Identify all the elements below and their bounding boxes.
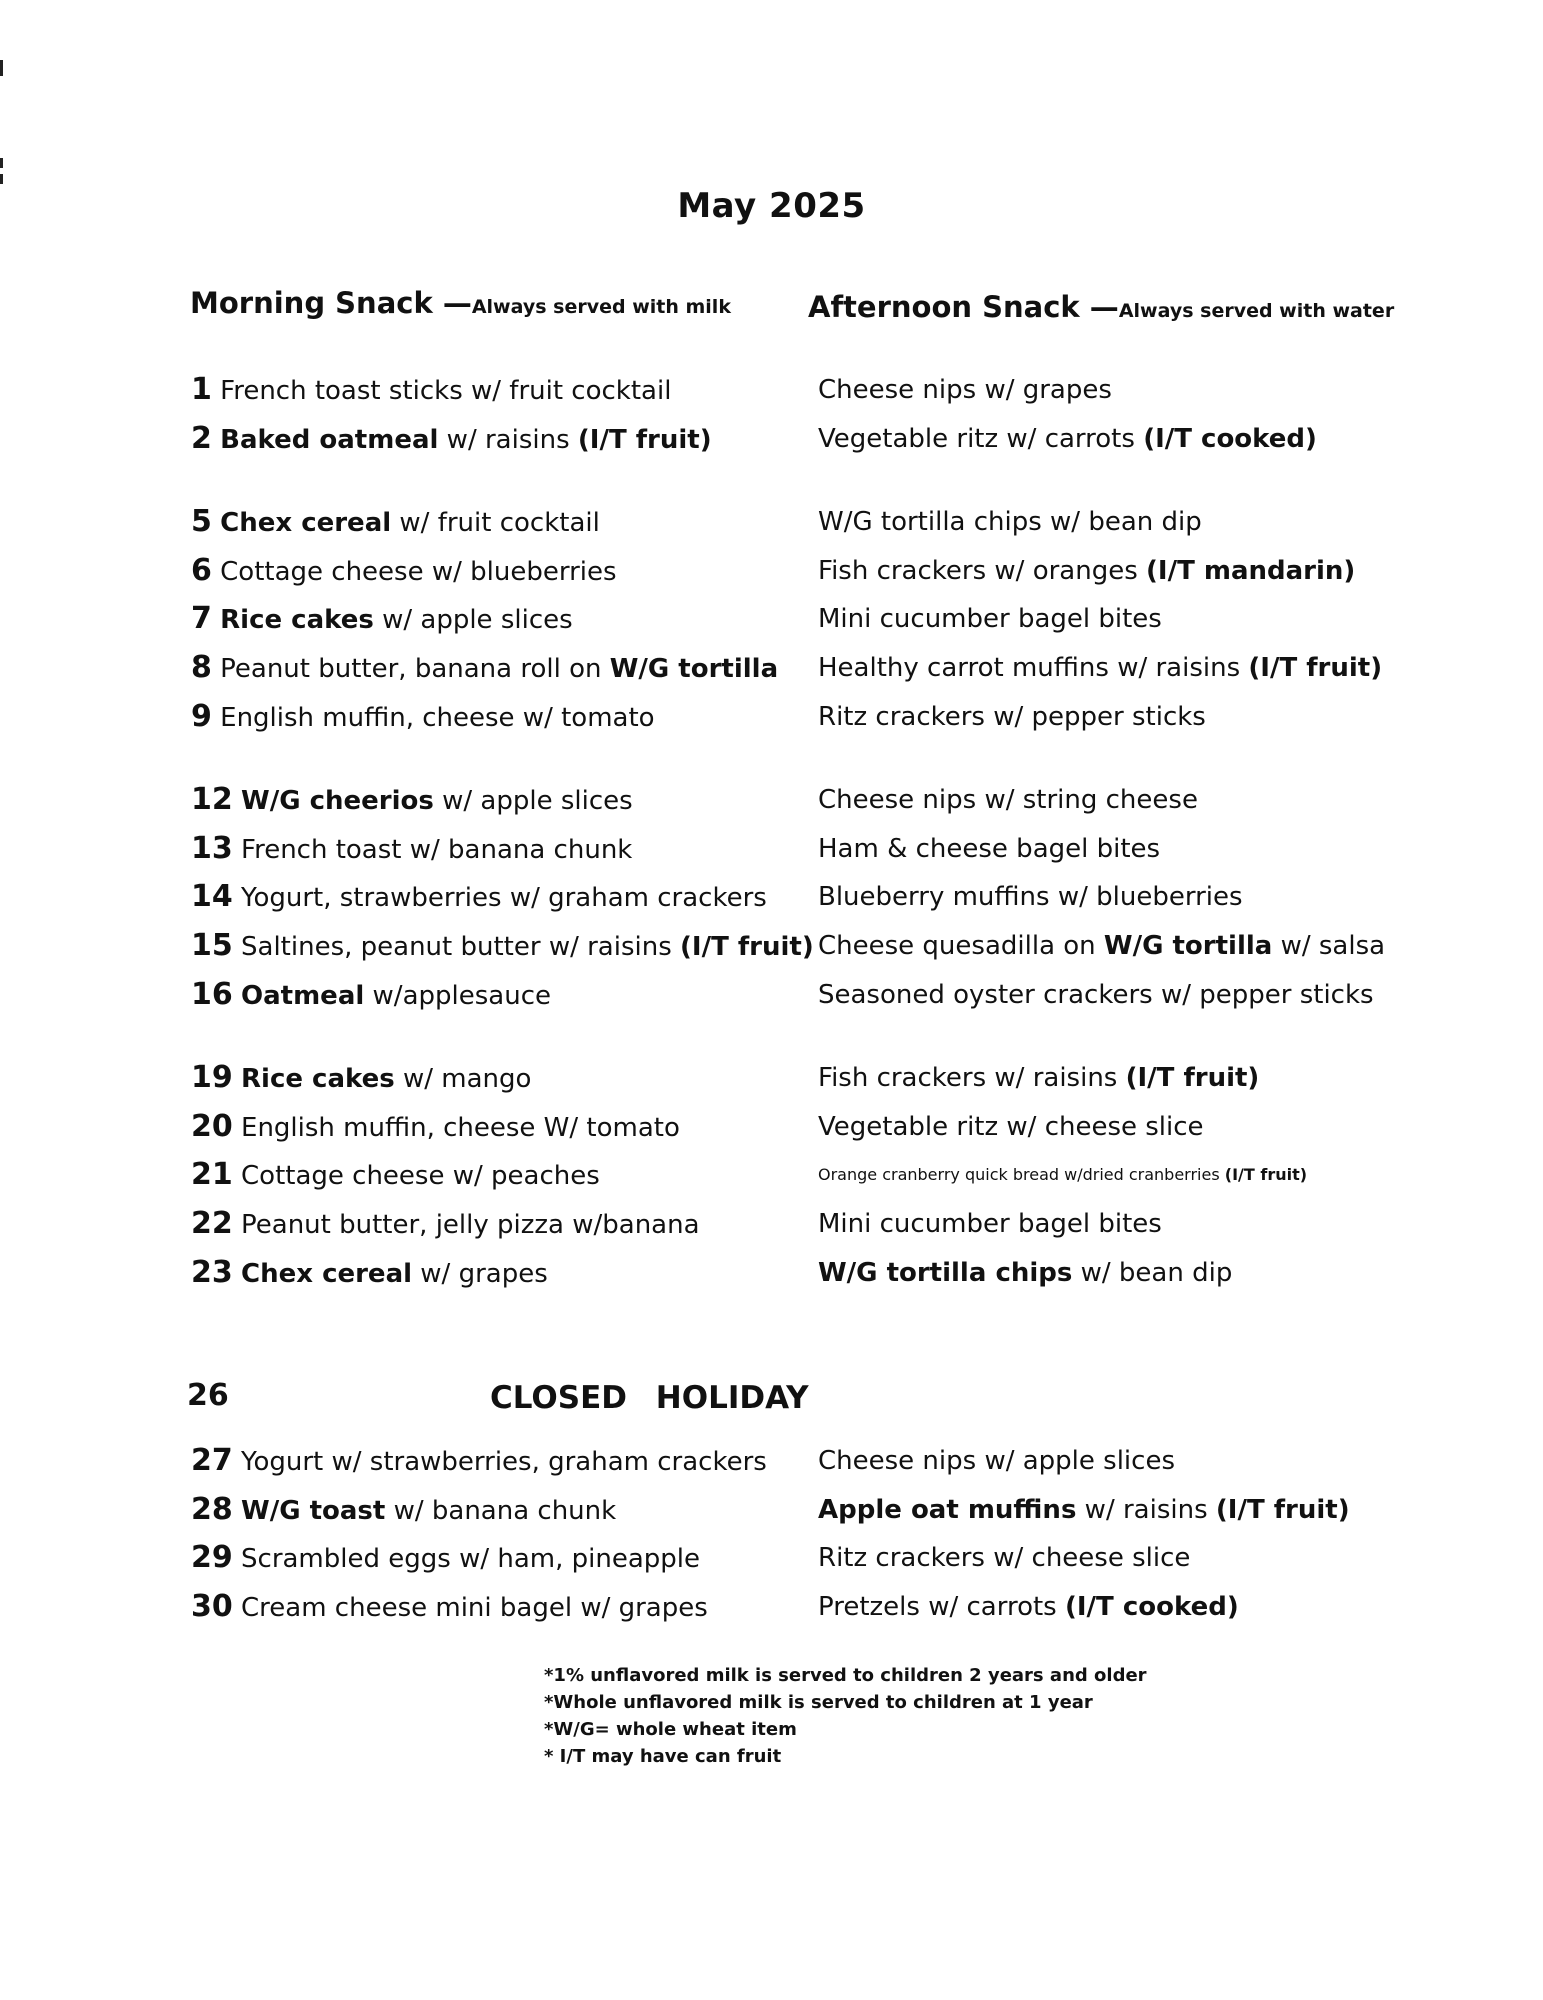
- day-number: 22: [191, 1205, 233, 1241]
- snack-row: [818, 1054, 1385, 1103]
- day-number: 23: [191, 1254, 233, 1290]
- day-number: 20: [191, 1108, 233, 1144]
- snack-text: Cheese nips w/ grapes: [818, 375, 1112, 405]
- snack-row: [191, 873, 814, 922]
- snack-text: Rice cakes: [241, 1064, 395, 1095]
- snack-text: w/ bean dip: [1072, 1257, 1233, 1288]
- snack-text: Cottage cheese w/ peaches: [241, 1161, 600, 1192]
- snack-text: W/G tortilla: [1103, 930, 1273, 961]
- day-number: 29: [191, 1540, 233, 1576]
- snack-row: [191, 1583, 814, 1632]
- snack-row: [191, 366, 814, 415]
- day-number: 28: [191, 1491, 233, 1527]
- snack-row: [818, 693, 1385, 742]
- morning-snack-title: Morning Snack —: [190, 286, 472, 320]
- snack-row: [191, 547, 814, 596]
- day-number: 16: [191, 976, 233, 1012]
- snack-week-group: [191, 366, 814, 463]
- snack-row: [191, 415, 814, 464]
- snack-row: [818, 1486, 1385, 1535]
- snack-text: W/G tortilla chips w/ bean dip: [818, 507, 1202, 538]
- snack-row: [818, 498, 1385, 547]
- snack-row: [818, 825, 1385, 874]
- snack-text: Peanut butter, banana roll on: [220, 653, 610, 684]
- snack-text: Peanut butter, jelly pizza w/banana: [241, 1209, 700, 1240]
- scan-mark: [0, 158, 3, 168]
- snack-text: Orange cranberry quick bread w/dried cranberries: [818, 1165, 1225, 1185]
- snack-text: w/ salsa: [1272, 930, 1386, 961]
- snack-text: Mini cucumber bagel bites: [818, 1208, 1162, 1239]
- snack-row: [191, 971, 814, 1020]
- day-number: 30: [191, 1588, 233, 1624]
- snack-week-group: [818, 776, 1385, 1019]
- snack-week-group: [191, 498, 814, 741]
- snack-text: Oatmeal: [241, 980, 365, 1011]
- snack-row: [191, 1437, 814, 1486]
- day-number: 6: [191, 552, 212, 588]
- snack-row: [191, 498, 814, 547]
- snack-text: w/ apple slices: [433, 786, 633, 817]
- snack-text: (I/T fruit): [1248, 652, 1383, 683]
- snack-text: Seasoned oyster crackers w/ pepper sticks: [818, 979, 1374, 1010]
- footnote: *Whole unflavored milk is served to children at 1 year: [544, 1692, 1093, 1713]
- snack-text: (I/T cooked): [1143, 423, 1317, 454]
- snack-week-group: [191, 776, 814, 1019]
- afternoon-snack-header: [808, 290, 1394, 324]
- snack-text: w/applesauce: [364, 980, 551, 1011]
- snack-text: (I/T fruit): [1125, 1063, 1260, 1094]
- snack-row: [191, 644, 814, 693]
- snack-text: W/G cheerios: [241, 786, 434, 817]
- day-number: 15: [191, 927, 233, 963]
- snack-row: [191, 922, 814, 971]
- snack-text: Fish crackers w/ raisins: [818, 1063, 1126, 1094]
- snack-row: [191, 825, 814, 874]
- day-number: 21: [191, 1157, 233, 1193]
- snack-text: Scrambled eggs w/ ham, pineapple: [241, 1544, 700, 1575]
- day-number: 1: [191, 372, 212, 407]
- morning-snack-header: [190, 286, 731, 320]
- snack-text: W/G tortilla chips: [818, 1257, 1073, 1288]
- snack-text: Vegetable ritz w/ carrots: [818, 423, 1144, 454]
- snack-row: [191, 1200, 814, 1249]
- snack-row: [191, 1103, 814, 1152]
- snack-text: Chex cereal: [241, 1258, 413, 1289]
- snack-text: Cheese nips w/ string cheese: [818, 785, 1198, 816]
- snack-text: (I/T fruit): [680, 931, 814, 962]
- scan-mark: [0, 60, 3, 76]
- snack-text: Yogurt, strawberries w/ graham crackers: [241, 883, 767, 914]
- snack-row: [191, 1486, 814, 1535]
- snack-text: (I/T mandarin): [1146, 555, 1356, 586]
- snack-text: (I/T fruit): [1215, 1494, 1350, 1525]
- snack-text: W/G toast: [241, 1495, 386, 1526]
- snack-row: [818, 644, 1385, 693]
- snack-row: [191, 1054, 814, 1103]
- snack-row: [818, 971, 1385, 1020]
- snack-row: [818, 1249, 1385, 1298]
- snack-text: Fish crackers w/ oranges: [818, 555, 1147, 586]
- snack-text: Saltines, peanut butter w/ raisins: [241, 931, 681, 962]
- snack-text: Mini cucumber bagel bites: [818, 604, 1162, 635]
- footnote: * I/T may have can fruit: [544, 1746, 782, 1767]
- day-number: 19: [191, 1060, 233, 1096]
- footnotes: [544, 1662, 1147, 1770]
- snack-text: w/ mango: [394, 1064, 532, 1095]
- snack-text: w/ apple slices: [373, 605, 573, 636]
- day-number: 5: [191, 504, 212, 540]
- snack-text: Cream cheese mini bagel w/ grapes: [241, 1592, 708, 1623]
- snack-week-group: [818, 498, 1385, 741]
- snack-week-group: [818, 366, 1385, 463]
- footnote: *1% unflavored milk is served to children 2 years and older: [544, 1665, 1147, 1686]
- snack-text: English muffin, cheese w/ tomato: [220, 702, 655, 733]
- snack-text: Pretzels w/ carrots: [818, 1591, 1065, 1622]
- day-number: 2: [191, 420, 212, 456]
- snack-row: [818, 873, 1385, 922]
- snack-text: Cheese nips w/ apple slices: [818, 1446, 1175, 1477]
- snack-text: French toast w/ banana chunk: [241, 834, 633, 865]
- snack-row: [818, 547, 1385, 596]
- snack-row: [818, 1200, 1385, 1249]
- snack-text: (I/T fruit): [1224, 1165, 1308, 1185]
- day-number: 27: [191, 1443, 233, 1479]
- day-number: 9: [191, 698, 212, 734]
- holiday-day-number: 26: [187, 1378, 229, 1413]
- holiday-label: CLOSED HOLIDAY: [490, 1380, 809, 1416]
- day-number: 14: [191, 879, 233, 915]
- snack-text: Cottage cheese w/ blueberries: [220, 556, 617, 587]
- snack-week-group: [818, 1054, 1385, 1297]
- day-number: 13: [191, 830, 233, 866]
- snack-text: French toast sticks w/ fruit cocktail: [220, 376, 672, 406]
- snack-row: [191, 1151, 814, 1200]
- snack-week-group: [191, 1054, 814, 1297]
- morning-snack-list: [191, 366, 814, 1631]
- afternoon-snack-list: [818, 366, 1385, 1631]
- snack-row: [818, 922, 1385, 971]
- snack-text: w/ raisins: [438, 424, 578, 455]
- snack-text: Ham & cheese bagel bites: [818, 833, 1161, 864]
- snack-row: [818, 366, 1385, 415]
- afternoon-snack-note: Always served with water: [1118, 300, 1395, 322]
- snack-text: Baked oatmeal: [220, 424, 439, 455]
- snack-row: [818, 1534, 1385, 1583]
- snack-text: (I/T cooked): [1065, 1591, 1239, 1622]
- day-number: 7: [191, 601, 212, 637]
- snack-text: Healthy carrot muffins w/ raisins: [818, 652, 1249, 683]
- snack-text: Ritz crackers w/ cheese slice: [818, 1543, 1191, 1574]
- snack-row: [818, 776, 1385, 825]
- snack-text: w/ fruit cocktail: [391, 508, 600, 539]
- day-number: 12: [191, 782, 233, 818]
- snack-row: [191, 595, 814, 644]
- day-number: 8: [191, 649, 212, 685]
- footnote: *W/G= whole wheat item: [544, 1719, 797, 1740]
- snack-row: [191, 776, 814, 825]
- snack-text: (I/T fruit): [577, 424, 712, 455]
- snack-text: w/ grapes: [412, 1258, 548, 1289]
- snack-text: W/G tortilla: [609, 653, 779, 684]
- snack-week-group: [191, 1437, 814, 1631]
- snack-row: [818, 415, 1385, 464]
- snack-text: w/ raisins: [1076, 1494, 1216, 1525]
- snack-week-group: [818, 1437, 1385, 1631]
- snack-row: [818, 1437, 1385, 1486]
- snack-row: [818, 1103, 1385, 1152]
- snack-row: [191, 1249, 814, 1298]
- snack-text: Vegetable ritz w/ cheese slice: [818, 1111, 1204, 1142]
- snack-text: Apple oat muffins: [818, 1494, 1077, 1525]
- snack-text: Cheese quesadilla on: [818, 930, 1104, 961]
- snack-text: w/ banana chunk: [385, 1495, 617, 1526]
- snack-row: [191, 693, 814, 742]
- snack-row: [818, 1583, 1385, 1632]
- snack-text: Rice cakes: [220, 605, 374, 636]
- snack-text: Blueberry muffins w/ blueberries: [818, 882, 1243, 913]
- snack-text: English muffin, cheese W/ tomato: [241, 1112, 680, 1143]
- afternoon-snack-title: Afternoon Snack —: [808, 290, 1119, 324]
- snack-text: Chex cereal: [220, 508, 392, 539]
- snack-text: Ritz crackers w/ pepper sticks: [818, 701, 1206, 732]
- page-title: May 2025: [677, 186, 866, 226]
- morning-snack-note: Always served with milk: [471, 296, 731, 318]
- snack-row: [818, 1151, 1385, 1200]
- scan-mark: [0, 174, 3, 184]
- snack-text: Yogurt w/ strawberries, graham crackers: [241, 1447, 767, 1478]
- snack-row: [818, 595, 1385, 644]
- snack-row: [191, 1534, 814, 1583]
